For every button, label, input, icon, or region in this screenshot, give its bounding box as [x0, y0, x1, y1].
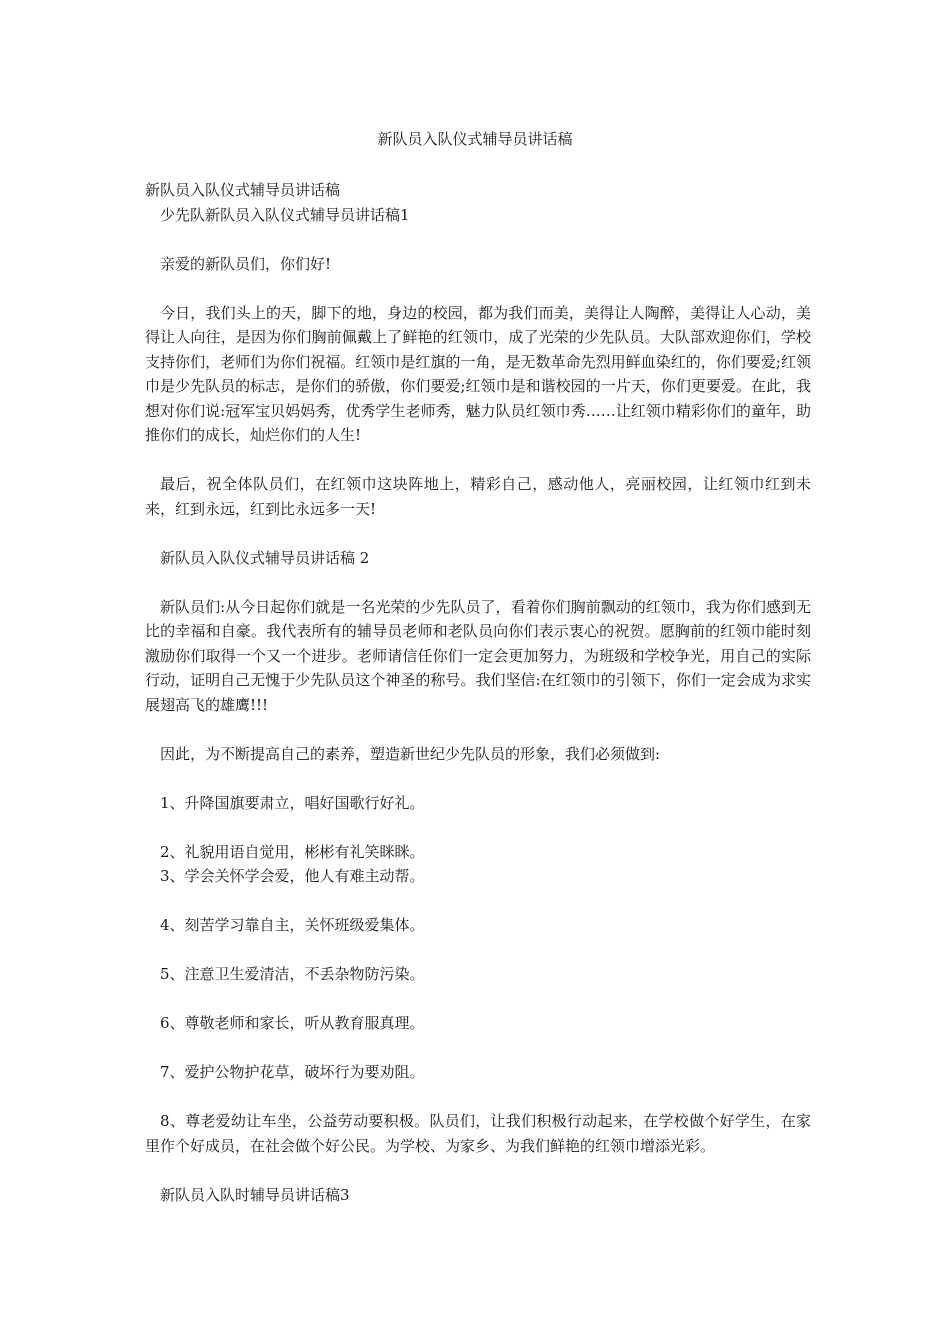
list-item-1: 1、升降国旗要肃立，唱好国歌行好礼。 — [160, 793, 425, 812]
greeting: 亲爱的新队员们，你们好! — [160, 254, 332, 273]
paragraph-3: 新队员们:从今日起你们就是一名光荣的少先队员了，看着你们胸前飘动的红领巾，我为你们感到无比的幸福和自豪。我代表所有的辅导员老师和老队员向你们表示衷心的祝贺。愿胸前的红领巾能时刻激励你们取得一个又一个进步。老师请信任你们一定会更加努力，为班级和学校争光，用自己的实际行动，证明自己无愧于少先队员这个神圣的称号。我们坚信:在红领巾的引领下，你们一定会成为求实展翅高飞的雄鹰!!! — [145, 597, 811, 714]
paragraph-1: 今日，我们头上的天，脚下的地，身边的校园，都为我们而美，美得让人陶醉，美得让人心动，美得让人向往，是因为你们胸前佩戴上了鲜艳的红领巾，成了光荣的少先队员。大队部欢迎你们，学校支持你们，老师们为你们祝福。红领巾是红旗的一角，是无数革命先烈用鲜血染红的，你们要爱;红领巾是少先队员的标志，是你们的骄傲，你们要爱;红领巾是和谐校园的一片天，你们更要爱。在此，我想对你们说:冠军宝贝妈妈秀，优秀学生老师秀，魅力队员红领巾秀……让红领巾精彩你们的童年，助推你们的成长，灿烂你们的人生! — [145, 303, 811, 444]
list-item-7: 7、爱护公物护花草，破坏行为要劝阻。 — [160, 1063, 425, 1081]
subtitle: 新队员入队仪式辅导员讲话稿 — [145, 181, 341, 199]
paragraph-2: 最后，祝全体队员们，在红领巾这块阵地上，精彩自己，感动他人，亮丽校园，让红领巾红到未来，红到永远，红到比永远多一天! — [145, 475, 811, 518]
list-item-3: 3、学会关怀学会爱，他人有难主动帮。 — [160, 867, 425, 885]
list-item-5: 5、注意卫生爱清洁，不丢杂物防污染。 — [160, 965, 425, 983]
document-title: 新队员入队仪式辅导员讲话稿 — [377, 130, 573, 148]
list-item-8: 8、尊老爱幼让车坐，公益劳动要积极。队员们，让我们积极行动起来，在学校做个好学生，在家里作个好成员，在社会做个好公民。为学校、为家乡、为我们鲜艳的红领巾增添光彩。 — [145, 1112, 811, 1155]
document-body — [145, 178, 811, 1207]
section1-heading: 少先队新队员入队仪式辅导员讲话稿1 — [160, 205, 410, 224]
section2-heading: 新队员入队仪式辅导员讲话稿 2 — [160, 548, 370, 567]
paragraph-4: 因此，为不断提高自己的素养，塑造新世纪少先队员的形象，我们必须做到: — [160, 744, 661, 763]
list-item-2: 2、礼貌用语自觉用，彬彬有礼笑眯眯。 — [160, 842, 425, 861]
list-item-6: 6、尊敬老师和家长，听从教育服真理。 — [160, 1014, 425, 1032]
list-item-4: 4、刻苦学习靠自主，关怀班级爱集体。 — [160, 916, 425, 934]
section3-heading: 新队员入队时辅导员讲话稿3 — [160, 1185, 350, 1204]
